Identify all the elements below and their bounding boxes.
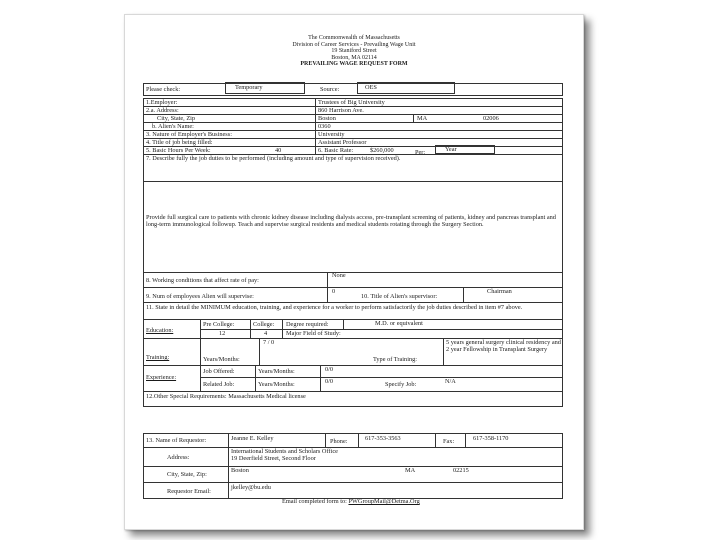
college-label: College:: [253, 321, 275, 328]
job-offered-label: Job Offered:: [203, 368, 235, 375]
header-line-2: Division of Career Services - Prevailing Wage Unit: [292, 41, 416, 48]
form-title: PREVAILING WAGE REQUEST FORM: [300, 61, 408, 68]
city-label: City, State, Zip: [157, 115, 196, 122]
employer-label: 1.Employer:: [146, 99, 178, 106]
job-offered-value[interactable]: 0/0: [325, 366, 334, 373]
req-city-label: City, State, Zip:: [167, 471, 207, 478]
training-label: Training:: [146, 354, 170, 361]
per-value[interactable]: Year: [445, 146, 457, 153]
specify-value[interactable]: N/A: [445, 378, 456, 385]
req-city-value[interactable]: Boston: [231, 467, 249, 474]
title-value[interactable]: Assistant Professor: [318, 139, 367, 146]
req-address-label: Address:: [167, 454, 190, 461]
req-email-label: Requestor Email:: [167, 488, 211, 495]
city-value[interactable]: Boston: [318, 115, 336, 122]
footer-label: Email completed form to:: [282, 498, 347, 505]
per-field[interactable]: [435, 145, 495, 154]
education-label: Education:: [146, 327, 174, 334]
pre-college-value[interactable]: 12: [219, 330, 226, 337]
footer-email-link[interactable]: PWGroupMail@Detma.Org: [348, 498, 420, 505]
header-line-1: The Commonwealth of Massachusetts: [308, 35, 400, 41]
fax-value[interactable]: 617-358-1170: [473, 435, 509, 442]
fax-label: Fax:: [443, 438, 455, 445]
num-emp-value[interactable]: 0: [332, 288, 336, 295]
req-address-line-2[interactable]: 19 Deerfield Street, Second Floor: [231, 455, 316, 462]
conditions-value[interactable]: None: [332, 272, 346, 279]
type-training-label: Type of Training:: [373, 356, 417, 363]
related-job-label: Related Job:: [203, 381, 235, 388]
title-label: 4. Title of job being filled:: [146, 139, 213, 146]
type-training-value[interactable]: 5 years general surgery clinical residency and 2 year Fellowship in Transplant Surgery: [446, 339, 561, 353]
special-requirements[interactable]: 12.Other Special Requirements: Massachusetts Medical license: [146, 393, 306, 400]
per-label: Per:: [415, 149, 426, 156]
training-years-value[interactable]: 7 / 0: [263, 339, 275, 346]
zip-value[interactable]: 02006: [483, 115, 499, 122]
req-zip-value[interactable]: 02215: [453, 467, 469, 474]
sup-title-value[interactable]: Chairman: [487, 288, 512, 295]
address-value[interactable]: 860 Harrison Ave.: [318, 107, 364, 114]
header-line-4: Boston, MA 02114: [331, 54, 377, 61]
rate-label: 6. Basic Rate:: [318, 147, 354, 154]
sup-title-label: 10. Title of Alien's supervisor:: [361, 293, 438, 300]
requestor-label: 13. Name of Requestor:: [146, 437, 207, 444]
minimum-label: 11. State in detail the MINIMUM education, training, and experience for a worker to perform satisfactorily the job duties described in item #7 above.: [146, 304, 523, 311]
source-label: Source:: [320, 86, 340, 93]
conditions-label: 8. Working conditions that affect rate of pay:: [146, 277, 259, 284]
footer-text: [282, 498, 420, 505]
address-label: 2.a. Address:: [146, 107, 179, 114]
duties-value[interactable]: Provide full surgical care to patients with chronic kidney disease including dialysis access, pre-transplant screening of patients, kidney and pancreas transplant and long-term immunological followup. Teach and supervise surgical residents and medical students rotating through the Surgery Section.: [146, 214, 556, 228]
hours-label: 5. Basic Hours Per Week:: [146, 147, 211, 154]
employer-value[interactable]: Trustees of Big University: [318, 99, 385, 106]
state-value[interactable]: MA: [417, 115, 428, 122]
form-header: [125, 35, 583, 68]
please-check-label: Please check:: [146, 86, 181, 93]
specify-label: Specify Job:: [385, 381, 417, 388]
major-label: Major Field of Study:: [286, 330, 341, 337]
experience-label: Experience:: [146, 374, 177, 381]
please-check-value: Temporary: [235, 84, 263, 91]
training-years-label: Years/Months:: [203, 356, 240, 363]
header-line-3: 19 Staniford Street: [331, 48, 377, 55]
degree-value[interactable]: M.D. or equivalent: [375, 320, 423, 327]
rel-years-label: Years/Months:: [258, 381, 295, 388]
requestor-value[interactable]: Jeanne E. Kelley: [231, 435, 274, 442]
form-page: [124, 14, 584, 530]
nature-value[interactable]: University: [318, 131, 345, 138]
phone-value[interactable]: 617-353-3563: [365, 435, 401, 442]
num-emp-label: 9. Num of employees Alien will supervise:: [146, 293, 254, 300]
row-please-check: [143, 83, 563, 96]
source-value: OES: [365, 84, 377, 91]
phone-label: Phone:: [330, 438, 348, 445]
degree-label: Degree required:: [286, 321, 329, 328]
college-value[interactable]: 4: [264, 330, 268, 337]
exp-years-label: Years/Months:: [258, 368, 295, 375]
nature-label: 3. Nature of Employer's Business:: [146, 131, 232, 138]
alien-name-label: b. Alien's Name:: [152, 123, 194, 130]
req-address-line-1[interactable]: International Students and Scholars Office: [231, 448, 338, 455]
req-email-value[interactable]: jkelley@bu.edu: [231, 484, 271, 491]
pre-college-label: Pre College:: [203, 321, 235, 328]
req-state-value[interactable]: MA: [405, 467, 416, 474]
duties-label: 7. Describe fully the job duties to be performed (including amount and type of supervision received).: [146, 155, 401, 162]
related-job-value[interactable]: 0/0: [325, 378, 334, 385]
rate-value[interactable]: $260,000: [370, 147, 394, 154]
hours-value[interactable]: 40: [275, 147, 282, 154]
alien-name-value[interactable]: 0360: [318, 123, 331, 130]
